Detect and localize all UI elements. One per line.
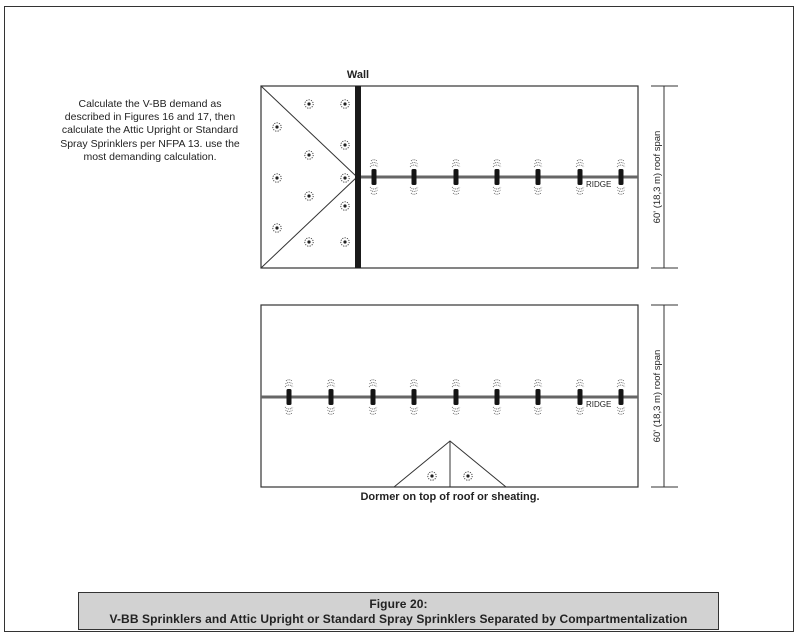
- spray-sprinkler-icon: [273, 224, 281, 232]
- spray-sprinkler-icon: [341, 141, 349, 149]
- spray-sprinkler-icon: [428, 472, 436, 480]
- figure-caption: [78, 592, 719, 630]
- spray-sprinkler-icon: [305, 192, 313, 200]
- spray-sprinkler-icon: [341, 202, 349, 210]
- wall-label: Wall: [346, 69, 370, 81]
- instruction-note: Calculate the V-BB demand as described in Figures 16 and 17, then calculate the Attic Upright or Standard Spray Sprinklers per NFPA 13. use the most demanding calculation.: [60, 98, 240, 163]
- top-diagram: [261, 69, 678, 268]
- spray-sprinkler-icon: [341, 174, 349, 182]
- top-spray-sprinklers: [273, 100, 349, 246]
- bottom-diagram: [261, 305, 678, 503]
- spray-sprinkler-icon: [305, 100, 313, 108]
- spray-sprinkler-icon: [273, 174, 281, 182]
- bottom-ridge-label: RIDGE: [586, 400, 612, 409]
- spray-sprinkler-icon: [341, 238, 349, 246]
- top-span-label: 60' (18,3 m) roof span: [652, 130, 663, 224]
- top-ridge-label: RIDGE: [586, 180, 612, 189]
- dormer-caption: Dormer on top of roof or sheating.: [360, 491, 540, 503]
- top-hip-line-lower: [261, 177, 357, 268]
- spray-sprinkler-icon: [273, 123, 281, 131]
- figure-title: V-BB Sprinklers and Attic Upright or Standard Spray Sprinklers Separated by Compartmentalization: [109, 612, 688, 626]
- spray-sprinkler-icon: [305, 151, 313, 159]
- spray-sprinkler-icon: [305, 238, 313, 246]
- bottom-span-label: 60' (18,3 m) roof span: [652, 349, 663, 443]
- figure-number: Figure 20:: [369, 597, 428, 611]
- spray-sprinkler-icon: [464, 472, 472, 480]
- wall: [355, 86, 361, 268]
- spray-sprinkler-icon: [341, 100, 349, 108]
